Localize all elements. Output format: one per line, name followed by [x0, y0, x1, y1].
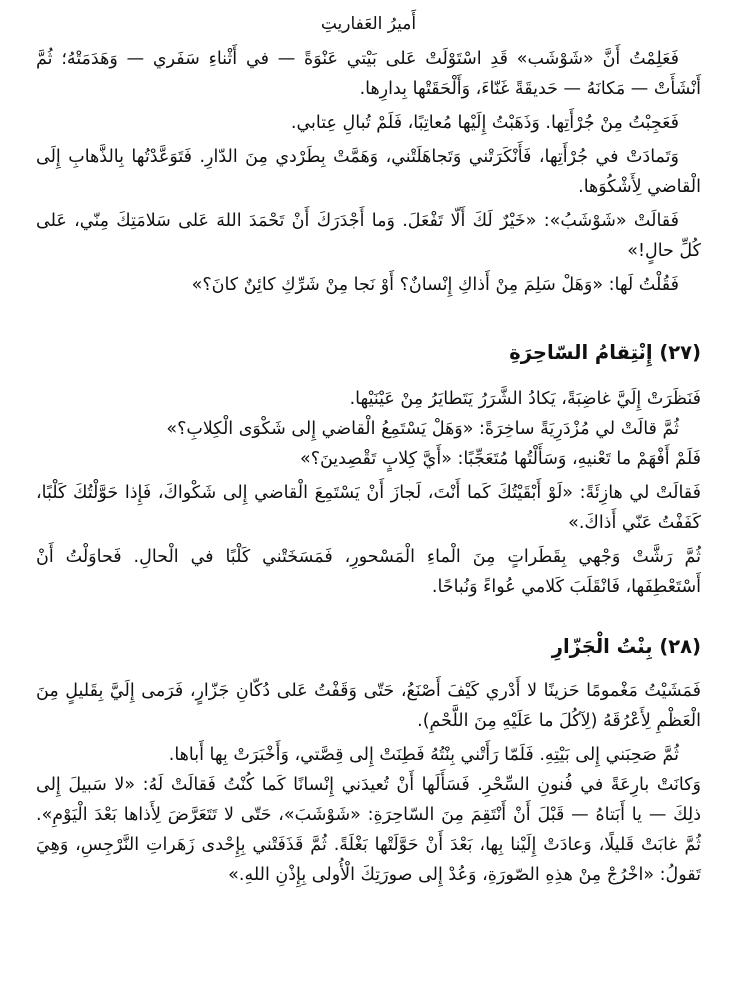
paragraph: وَتَمادَتْ في جُرْأَتِها، فَأَنْكَرَتْني وَتَجاهَلَتْني، وَهَمَّتْ بِطَرْدي مِنَ الدّارِ. فَتَوَعَّدْتُها بِالذَّهابِ إِلَى الْقاضي لِأَشْكُوَها.	[36, 147, 701, 197]
section-27-body	[36, 384, 701, 602]
paragraph: فَنَظَرَتْ إِلَيَّ غاضِبَةً، يَكادُ الشَّرَرُ يَتَطايَرُ مِنْ عَيْنَيْها.	[349, 389, 701, 409]
paragraph: فَقالَتْ «شَوْشَبُ»: «خَيْرٌ لَكَ أَلّا تَفْعَلَ. وَما أَجْدَرَكَ أَنْ تَحْمَدَ اللهَ عَلى سَلامَتِكَ مِنّي، عَلى كُلِّ حالٍ!»	[36, 211, 701, 261]
paragraph: وَكانَتْ بارِعَةً في فُنونِ السِّحْرِ. فَسَأَلَها أَنْ تُعيدَني إِنْسانًا كَما كُنْتُ فَقالَتْ لَهُ: «لا سَبيلَ إِلى ذلِكَ — يا أَبَتاهُ — قَبْلَ أَنْ أَنْتَقِمَ مِنَ السّاحِرَةِ: «شَوْشَبَ»، حَتّى لا تَتَعَرَّضَ لِأَذاها بَعْدَ الْيَوْمِ». ثُمَّ غابَتْ قَليلًا، وَعادَتْ إِلَيْنا بِها، بَعْدَ أَنْ حَوَّلَتْها بَغْلَةً. ثُمَّ قَذَفَتْني بِإِحْدى زَهَراتِ النَّرْجِسِ، وَهِيَ تَقولُ: «اخْرُجْ مِنْ هذِهِ الصّورَةِ، وَعُدْ إِلى صورَتِكَ الْأُولى بِإِذْنِ اللهِ.»	[36, 775, 701, 885]
paragraph: ثُمَّ صَحِبَني إِلى بَيْتِهِ. فَلَمّا رَأَتْني بِنْتُهُ فَطِنَتْ إِلى قِصَّتي، وَأَخْبَرَتْ بِها أَباها.	[168, 745, 679, 765]
section-28-body	[36, 676, 701, 890]
paragraph: ثُمَّ قالَتْ لي مُزْدَرِيَةً ساخِرَةً: «وَهَلْ يَسْتَمِعُ الْقاضي إِلى شَكْوَى الْكِلابِ؟»	[166, 419, 679, 439]
paragraph: فَعَلِمْتُ أَنَّ «شَوْشَب» قَدِ اسْتَوْلَتْ عَلى بَيْتي عَنْوَةً — في أَثْناءِ سَفَري — وَهَدَمَتْهُ؛ ثُمَّ أَنْشَأَتْ — مَكانَهُ — حَديقَةً غَنّاءَ، وَأَلْحَقَتْها بِدارِها.	[36, 49, 701, 99]
opening-passage	[36, 44, 701, 300]
section-heading-28: (٢٨) بِنْتُ الْجَزّارِ	[551, 635, 701, 658]
paragraph: فَمَشَيْتُ مَغْمومًا حَزينًا لا أَدْري كَيْفَ أَصْنَعُ، حَتّى وَقَفْتُ عَلى دُكّانِ جَزّارٍ، فَرَمى إِلَيَّ بِقَليلٍ مِنَ الْعَظْمِ لِأَعْرُقَهُ (لِآكُلَ ما عَلَيْهِ مِنَ اللَّحْمِ).	[36, 681, 701, 731]
paragraph: ثُمَّ رَشَّتْ وَجْهي بِقَطَراتٍ مِنَ الْماءِ الْمَسْحورِ، فَمَسَخَتْني كَلْبًا في الْحالِ. فَحاوَلْتُ أَنْ أَسْتَعْطِفَها، فَانْقَلَبَ كَلامي عُواءً وَنُباحًا.	[36, 547, 701, 597]
paragraph: فَقالَتْ لي هازِئَةً: «لَوْ أَبْقَيْتُكَ كَما أَنْتَ، لَجازَ أَنْ يَسْتَمِعَ الْقاضي إِلى شَكْواكَ، فَإِذا حَوَّلْتُكَ كَلْبًا، كَفَفْتُ عَنّي أَذاكَ.»	[36, 483, 701, 533]
section-heading-27: (٢٧) إِنْتِقامُ السّاحِرَةِ	[509, 341, 701, 364]
paragraph: فَعَجِبْتُ مِنْ جُرْأَتِها. وَذَهَبْتُ إِلَيْها مُعاتِبًا، فَلَمْ تُبالِ عِتابي.	[290, 113, 679, 133]
paragraph: فَلَمْ أَفْهَمْ ما تَعْنيهِ، وَسَأَلْتُها مُتَعَجِّبًا: «أَيَّ كِلابٍ تَقْصِدينَ؟»	[299, 449, 701, 469]
running-head: أَميرُ العَفاريتِ	[320, 14, 417, 34]
paragraph: فَقُلْتُ لَها: «وَهَلْ سَلِمَ مِنْ أَذاكِ إِنْسانٌ؟ أَوْ نَجا مِنْ شَرِّكِ كائِنٌ كانَ؟»	[191, 275, 679, 295]
